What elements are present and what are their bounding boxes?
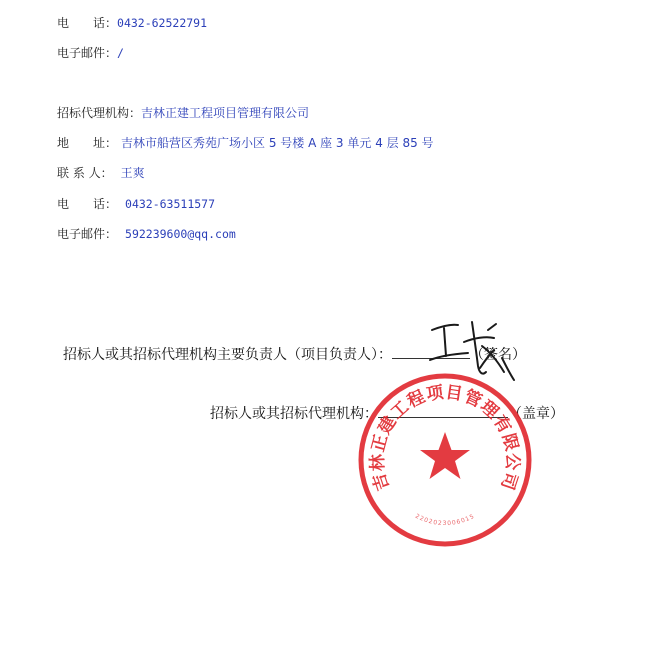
phone-value: 0432-62522791 — [117, 16, 208, 30]
address-value: 吉林市船营区秀苑广场小区 5 号楼 A 座 3 单元 4 层 85 号 — [121, 136, 434, 150]
phone-label: 电 话： — [57, 16, 118, 30]
official-seal-stamp — [355, 370, 535, 550]
agency-email-label: 电子邮件： — [57, 227, 118, 241]
agency-phone-row — [57, 196, 215, 212]
agency-name-row — [57, 105, 309, 121]
email-label: 电子邮件： — [57, 46, 118, 60]
seal-company-name: 吉林正建工程项目管理有限公司 — [367, 382, 523, 494]
contact-email-row — [57, 45, 124, 61]
responsible-label: 招标人或其招标代理机构主要负责人（项目负责人）： — [63, 347, 392, 363]
sign-suffix: （签名） — [470, 347, 526, 363]
agency-name-value: 吉林正建工程项目管理有限公司 — [141, 106, 310, 120]
contact-phone-row — [57, 15, 207, 31]
agency-name-label: 招标代理机构： — [57, 106, 142, 120]
svg-text:2202023006015 — [414, 513, 476, 527]
agency-address-row — [57, 135, 434, 151]
address-label: 地 址： — [57, 136, 118, 150]
agency-phone-label: 电 话： — [57, 197, 118, 211]
seal-suffix: （盖章） — [508, 406, 564, 422]
contact-person-value: 王爽 — [120, 166, 145, 180]
contact-person-label: 联 系 人： — [57, 166, 113, 180]
seal-registration-number: 2202023006015 — [413, 512, 477, 528]
agency-email-value: 592239600@qq.com — [125, 227, 236, 241]
agency-phone-value: 0432-63511577 — [125, 197, 216, 211]
agency-contact-row — [57, 165, 145, 181]
agency-email-row — [57, 226, 236, 242]
seal-label: 招标人或其招标代理机构： — [210, 406, 378, 422]
seal-star-icon — [420, 432, 470, 479]
email-value: / — [117, 46, 124, 60]
